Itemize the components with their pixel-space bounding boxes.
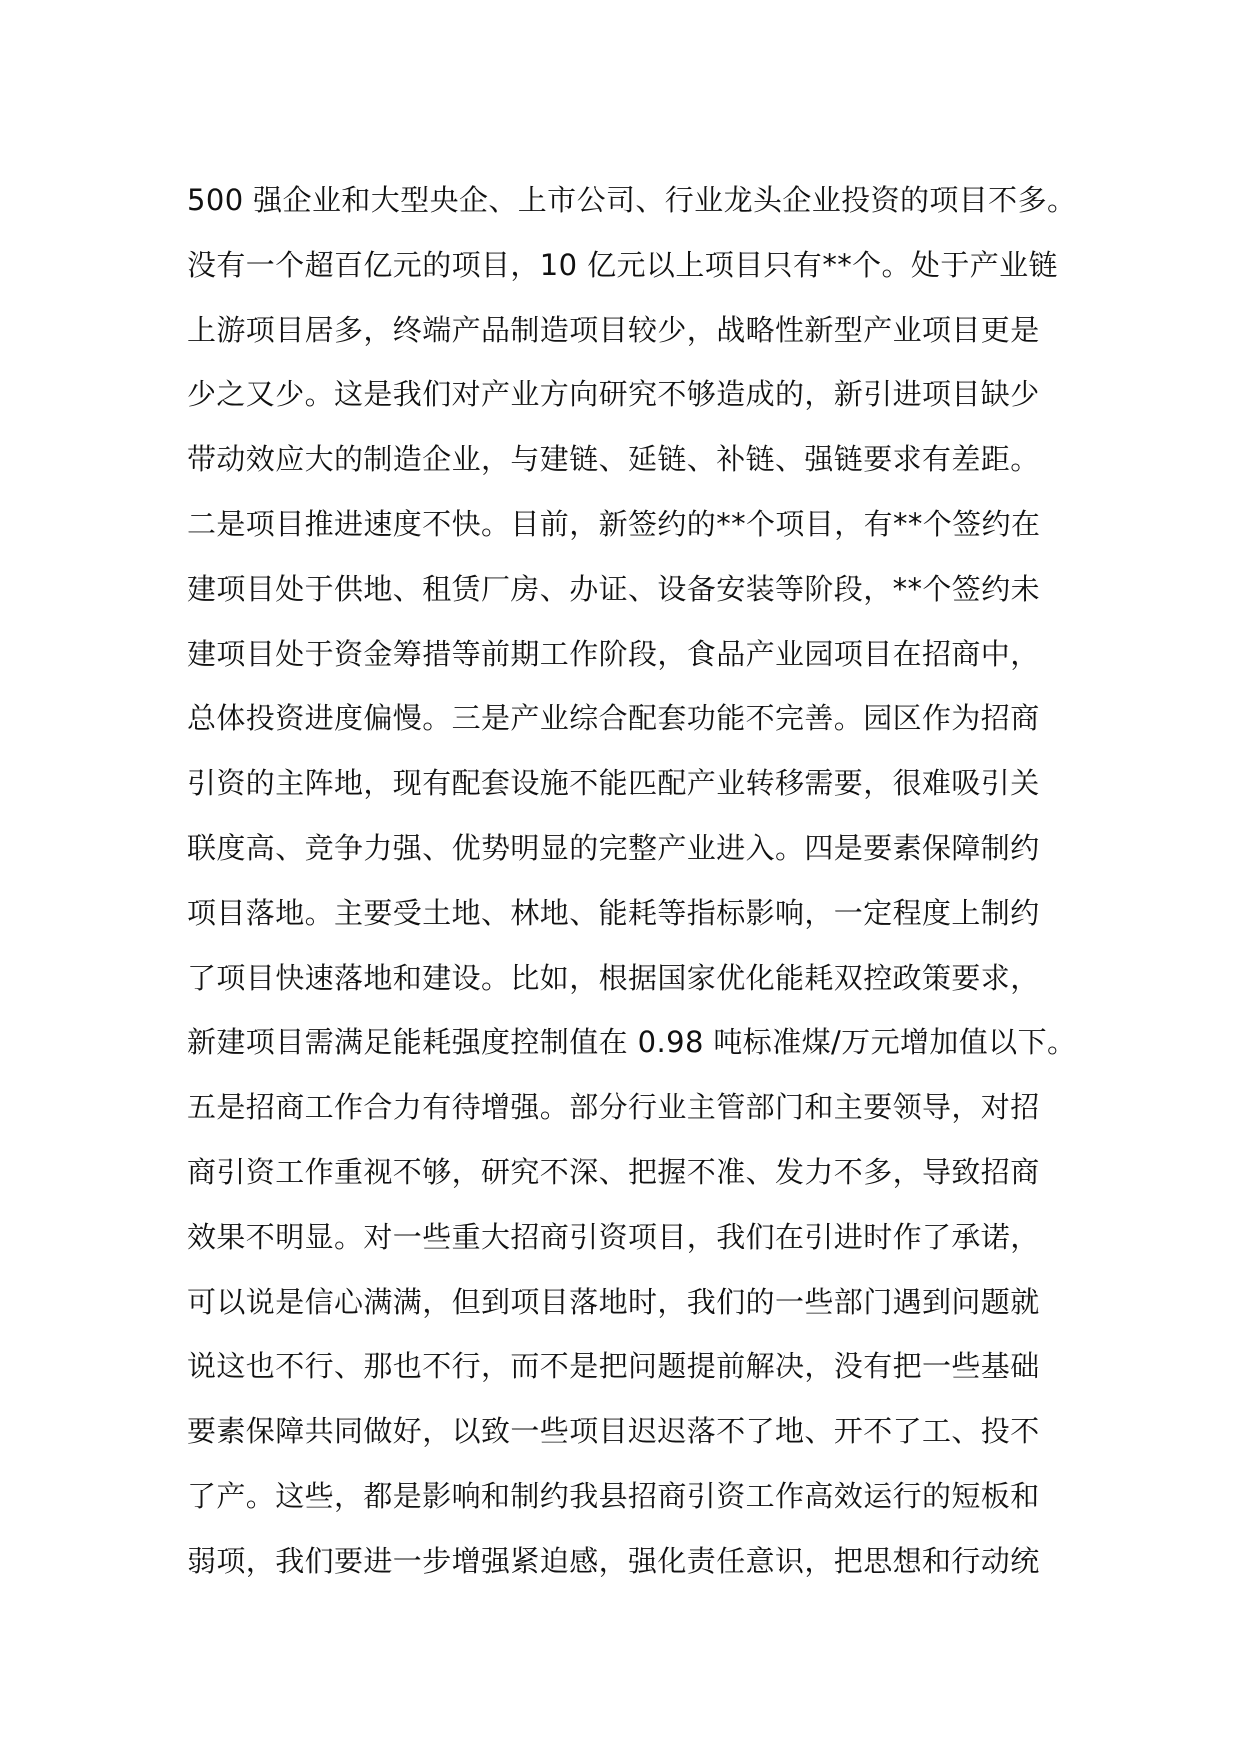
text-line-9: 总体投资进度偏慢。三是产业综合配套功能不完善。园区作为招商 bbox=[187, 701, 1040, 736]
text-line-16: 商引资工作重视不够，研究不深、把握不准、发力不多，导致招商 bbox=[187, 1154, 1040, 1189]
text-line-3: 上游项目居多，终端产品制造项目较少，战略性新型产业项目更是 bbox=[187, 312, 1040, 347]
text-line-21: 了产。这些，都是影响和制约我县招商引资工作高效运行的短板和 bbox=[187, 1478, 1040, 1513]
text-line-20: 要素保障共同做好，以致一些项目迟迟落不了地、开不了工、投不 bbox=[187, 1414, 1040, 1449]
text-line-6: 二是项目推进速度不快。目前，新签约的**个项目，有**个签约在 bbox=[187, 506, 1041, 541]
text-line-11: 联度高、竞争力强、优势明显的完整产业进入。四是要素保障制约 bbox=[187, 830, 1040, 865]
text-line-1: 500 强企业和大型央企、上市公司、行业龙头企业投资的项目不多。 bbox=[187, 183, 1077, 217]
text-line-14: 新建项目需满足能耗强度控制值在 0.98 吨标准煤/万元增加值以下。 bbox=[187, 1025, 1077, 1060]
text-line-15: 五是招商工作合力有待增强。部分行业主管部门和主要领导，对招 bbox=[187, 1090, 1040, 1125]
text-line-17: 效果不明显。对一些重大招商引资项目，我们在引进时作了承诺， bbox=[187, 1219, 1040, 1254]
text-line-5: 带动效应大的制造企业，与建链、延链、补链、强链要求有差距。 bbox=[187, 442, 1040, 477]
text-line-4: 少之又少。这是我们对产业方向研究不够造成的，新引进项目缺少 bbox=[187, 377, 1040, 412]
text-line-19: 说这也不行、那也不行，而不是把问题提前解决，没有把一些基础 bbox=[187, 1349, 1040, 1384]
text-line-7: 建项目处于供地、租赁厂房、办证、设备安装等阶段，**个签约未 bbox=[187, 571, 1041, 606]
text-line-22: 弱项，我们要进一步增强紧迫感，强化责任意识，把思想和行动统 bbox=[187, 1543, 1040, 1578]
text-line-2: 没有一个超百亿元的项目，10 亿元以上项目只有**个。处于产业链 bbox=[187, 247, 1058, 282]
text-line-8: 建项目处于资金筹措等前期工作阶段，食品产业园项目在招商中， bbox=[187, 636, 1040, 671]
text-line-12: 项目落地。主要受土地、林地、能耗等指标影响，一定程度上制约 bbox=[187, 895, 1040, 930]
body-text bbox=[187, 168, 1077, 1594]
text-line-13: 了项目快速落地和建设。比如，根据国家优化能耗双控政策要求， bbox=[187, 960, 1040, 995]
text-line-18: 可以说是信心满满，但到项目落地时，我们的一些部门遇到问题就 bbox=[187, 1284, 1040, 1319]
text-line-10: 引资的主阵地，现有配套设施不能匹配产业转移需要，很难吸引关 bbox=[187, 766, 1040, 801]
